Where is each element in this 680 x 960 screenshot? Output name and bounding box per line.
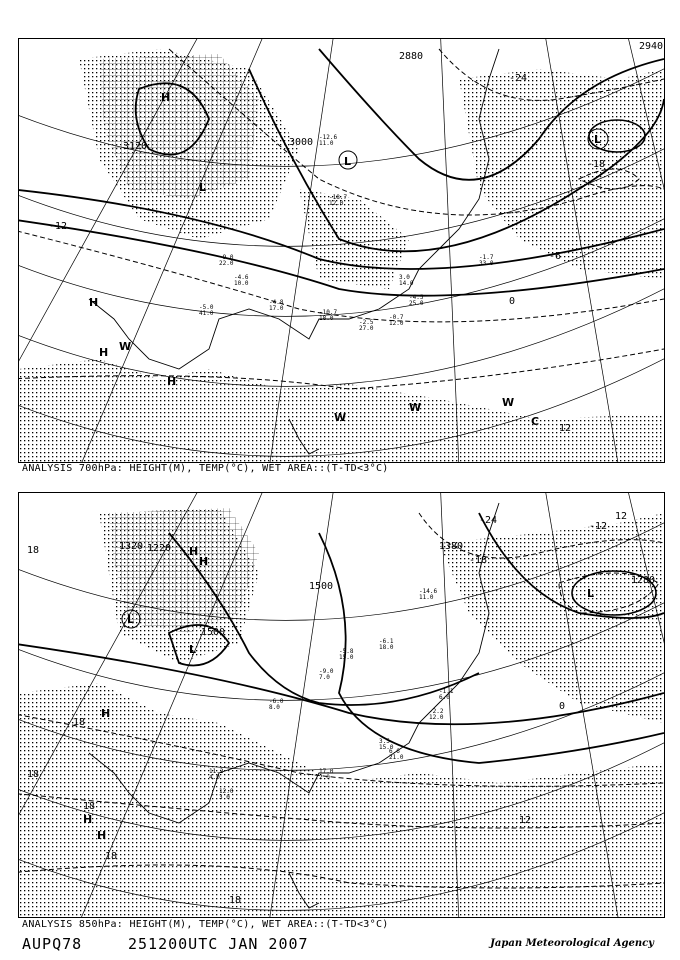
station-value-700-22: -0.7 [389, 314, 404, 321]
station-value-850-14: 3.5 [379, 738, 390, 745]
panel-caption-850hpa: ANALYSIS 850hPa: HEIGHT(M), TEMP(°C), WET AREA::(T-TD<3°C) [22, 919, 389, 930]
meridian-700-3 [439, 39, 459, 462]
station-value-850-7: 15.0 [339, 654, 354, 661]
wet-area-850-0 [19, 683, 664, 917]
station-value-700-12: -10.7 [319, 309, 338, 316]
pressure-system-850-1: H [101, 707, 111, 720]
height-label-850-0: 1500 [309, 581, 334, 592]
station-value-700-8: -5.0 [199, 304, 214, 311]
height-label-700-0: 3000 [289, 137, 314, 148]
temp-label-850-5: 18 [229, 895, 242, 906]
temp-label-850-8: -18 [469, 555, 488, 566]
pressure-system-850-3: H [97, 829, 107, 842]
station-value-700-14: 3.0 [399, 274, 410, 281]
station-value-700-6: -4.6 [234, 274, 249, 281]
station-value-700-23: 12.0 [389, 320, 404, 327]
height-label-700-2: 2880 [399, 51, 424, 62]
temp-label-700-1: -18 [587, 159, 606, 170]
temp-label-850-2: 18 [27, 769, 40, 780]
station-value-850-12: -1.1 [439, 688, 454, 695]
pressure-system-700-10: W [502, 396, 515, 409]
valid-time: 251200UTC JAN 2007 [128, 935, 309, 953]
station-value-850-22: 6.6 [389, 748, 400, 755]
pressure-system-850-2: H [83, 813, 93, 826]
station-value-850-23: 21.0 [389, 754, 404, 761]
pressure-system-700-0: H [161, 91, 171, 104]
weather-map-700hpa [19, 39, 664, 462]
station-value-700-11: 17.0 [269, 305, 284, 312]
map-panel-700hpa [18, 38, 665, 463]
height-label-850-2: 1380 [439, 541, 464, 552]
station-value-700-7: 10.0 [234, 280, 249, 287]
map-panel-850hpa [18, 492, 665, 918]
station-value-850-0: -14.6 [419, 588, 438, 595]
station-value-700-21: 27.0 [359, 325, 374, 332]
pressure-system-700-5: L [344, 155, 352, 168]
station-value-700-20: -2.5 [359, 319, 374, 326]
height-label-850-4: 1220 [147, 543, 172, 554]
temp-label-850-11: 12 [615, 511, 628, 522]
temp-label-700-2: -24 [509, 73, 528, 84]
chart-code: AUPQ78 [22, 935, 83, 953]
station-value-700-16: -4.5 [409, 294, 424, 301]
temp-label-850-10: 0 [559, 701, 566, 712]
station-value-700-10: -4.8 [269, 299, 284, 306]
station-value-700-4: -9.0 [219, 254, 234, 261]
pressure-system-700-9: W [409, 401, 422, 414]
height-label-850-3: 1320 [119, 541, 144, 552]
pressure-system-700-6: L [594, 133, 602, 146]
temp-label-850-1: 18 [73, 717, 86, 728]
station-value-850-10: -2.2 [429, 708, 444, 715]
station-value-850-1: 11.0 [419, 594, 434, 601]
temp-label-850-7: -12 [589, 521, 608, 532]
station-value-700-0: -12.6 [319, 134, 338, 141]
station-value-700-1: 11.0 [319, 140, 334, 147]
temp-label-700-5: 12 [559, 423, 572, 434]
pressure-system-850-4: L [127, 613, 135, 626]
temp-label-700-3: -6 [549, 251, 562, 262]
station-value-850-18: 12.0 [219, 788, 234, 795]
station-value-700-19: 33.0 [479, 260, 494, 267]
station-value-850-6: -5.8 [339, 648, 354, 655]
temp-label-700-0: -12 [49, 221, 68, 232]
pressure-system-700-3: H [167, 375, 177, 388]
station-value-850-2: -6.1 [379, 638, 394, 645]
station-value-700-15: 14.0 [399, 280, 414, 287]
temp-label-850-9: -24 [479, 515, 498, 526]
station-value-850-11: 12.0 [429, 714, 444, 721]
station-value-700-3: 12.0 [329, 200, 344, 207]
station-value-850-16: 11.2 [209, 768, 224, 775]
weather-map-850hpa [19, 493, 664, 917]
pressure-system-850-7: H [199, 555, 209, 568]
station-value-700-18: -1.7 [479, 254, 494, 261]
temp-label-850-0: 18 [27, 545, 40, 556]
station-value-700-13: 18.0 [319, 315, 334, 322]
pressure-system-850-6: L [587, 587, 595, 600]
height-label-850-1: 1500 [201, 627, 226, 638]
pressure-system-850-0: H [189, 545, 199, 558]
height-label-700-3: 2940 [639, 41, 664, 52]
station-value-700-9: 41.0 [199, 310, 214, 317]
station-value-850-4: -9.0 [319, 668, 334, 675]
station-value-850-15: 15.0 [379, 744, 394, 751]
height-label-700-1: 3120 [123, 141, 148, 152]
pressure-system-700-7: W [119, 340, 132, 353]
temp-label-700-4: 0 [509, 296, 516, 307]
station-value-850-8: -6.0 [269, 698, 284, 705]
station-value-850-13: 6.0 [439, 694, 450, 701]
station-value-850-21: 2.0 [319, 774, 330, 781]
station-value-850-9: 8.0 [269, 704, 280, 711]
station-value-700-5: 22.0 [219, 260, 234, 267]
station-value-850-17: 4.0 [209, 774, 220, 781]
temp-label-850-4: 18 [105, 851, 118, 862]
height-label-850-5: 1280 [631, 575, 656, 586]
pressure-system-700-2: H [99, 346, 109, 359]
pressure-system-700-1: H [89, 296, 99, 309]
temp-label-850-6: 12 [519, 815, 532, 826]
pressure-system-700-8: W [334, 411, 347, 424]
pressure-system-850-5: L [189, 643, 197, 656]
station-value-700-2: -18.7 [329, 194, 348, 201]
station-value-700-17: 25.0 [409, 300, 424, 307]
temp-label-850-3: 18 [83, 801, 96, 812]
wet-area-700-3 [299, 189, 409, 289]
station-value-850-20: 17.0 [319, 768, 334, 775]
station-value-850-5: 7.0 [319, 674, 330, 681]
pressure-system-700-4: L [199, 181, 207, 194]
panel-caption-700hpa: ANALYSIS 700hPa: HEIGHT(M), TEMP(°C), WET AREA::(T-TD<3°C) [22, 463, 389, 474]
pressure-system-700-11: C [531, 415, 540, 428]
station-value-850-3: 18.0 [379, 644, 394, 651]
station-value-850-19: 3.0 [219, 794, 230, 801]
agency-name: Japan Meteorological Agency [490, 938, 654, 949]
